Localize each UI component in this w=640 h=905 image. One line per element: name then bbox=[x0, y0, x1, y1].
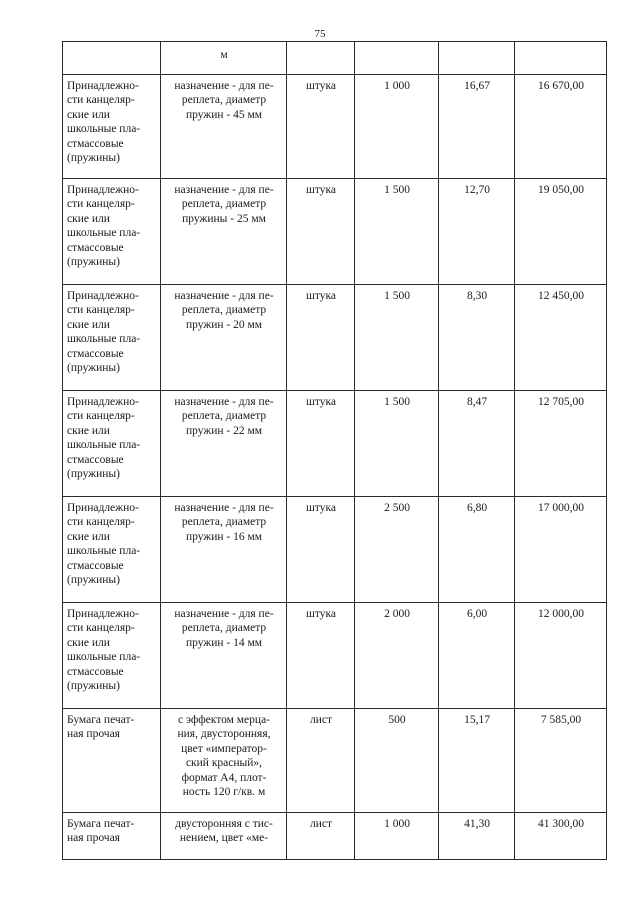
cell-price: 15,17 bbox=[439, 709, 515, 813]
cell-description bbox=[161, 179, 287, 285]
cell-sum: 12 705,00 bbox=[515, 391, 607, 497]
cell-unit: штука bbox=[287, 285, 355, 391]
cell-quantity: 1 500 bbox=[355, 285, 439, 391]
cell-quantity: 500 bbox=[355, 709, 439, 813]
cell-description-text: назначение - для пе- реплета, диаметр пружин - 16 мм bbox=[174, 502, 274, 543]
cell-unit: штука bbox=[287, 179, 355, 285]
cell-sum bbox=[515, 42, 607, 75]
cell-name bbox=[63, 603, 161, 709]
cell-description-text: с эффектом мерца- ния, двусторонняя, цвет «император- ский красный», формат А4, плот- ность 120 г/кв. м bbox=[177, 714, 271, 799]
cell-quantity: 1 000 bbox=[355, 75, 439, 179]
cell-quantity: 2 000 bbox=[355, 603, 439, 709]
cell-description bbox=[161, 497, 287, 603]
table-row bbox=[63, 391, 607, 497]
cell-unit: лист bbox=[287, 709, 355, 813]
cell-quantity bbox=[355, 42, 439, 75]
goods-table bbox=[62, 41, 607, 860]
cell-name bbox=[63, 75, 161, 179]
cell-unit: штука bbox=[287, 75, 355, 179]
cell-description bbox=[161, 75, 287, 179]
cell-sum: 12 000,00 bbox=[515, 603, 607, 709]
table-row bbox=[63, 497, 607, 603]
cell-name-text: Бумага печат- ная прочая bbox=[67, 714, 135, 741]
table-row bbox=[63, 285, 607, 391]
cell-sum: 12 450,00 bbox=[515, 285, 607, 391]
cell-name bbox=[63, 497, 161, 603]
cell-name bbox=[63, 42, 161, 75]
cell-unit bbox=[287, 42, 355, 75]
table-row bbox=[63, 603, 607, 709]
cell-description bbox=[161, 391, 287, 497]
cell-description-text: назначение - для пе- реплета, диаметр пружины - 25 мм bbox=[174, 184, 274, 225]
cell-sum: 41 300,00 bbox=[515, 813, 607, 860]
table-row bbox=[63, 709, 607, 813]
cell-description: м bbox=[161, 42, 287, 75]
cell-description-text: назначение - для пе- реплета, диаметр пружин - 14 мм bbox=[174, 608, 274, 649]
cell-name bbox=[63, 709, 161, 813]
cell-price: 8,30 bbox=[439, 285, 515, 391]
cell-name-text: Принадлежно- сти канцеляр- ские или школьные пла- стмассовые (пружины) bbox=[67, 80, 141, 165]
cell-name bbox=[63, 391, 161, 497]
cell-description bbox=[161, 603, 287, 709]
cell-unit: штука bbox=[287, 497, 355, 603]
cell-sum: 16 670,00 bbox=[515, 75, 607, 179]
cell-unit: лист bbox=[287, 813, 355, 860]
cell-unit: штука bbox=[287, 391, 355, 497]
cell-sum: 19 050,00 bbox=[515, 179, 607, 285]
cell-price: 41,30 bbox=[439, 813, 515, 860]
cell-description bbox=[161, 709, 287, 813]
cell-sum: 7 585,00 bbox=[515, 709, 607, 813]
cell-name-text: Принадлежно- сти канцеляр- ские или школьные пла- стмассовые (пружины) bbox=[67, 502, 141, 587]
cell-price: 6,00 bbox=[439, 603, 515, 709]
cell-name-text: Принадлежно- сти канцеляр- ские или школьные пла- стмассовые (пружины) bbox=[67, 184, 141, 269]
cell-price: 16,67 bbox=[439, 75, 515, 179]
cell-description bbox=[161, 813, 287, 860]
table-row bbox=[63, 813, 607, 860]
cell-name-text: Принадлежно- сти канцеляр- ские или школьные пла- стмассовые (пружины) bbox=[67, 396, 141, 481]
cell-name bbox=[63, 813, 161, 860]
cell-quantity: 2 500 bbox=[355, 497, 439, 603]
table-row bbox=[63, 75, 607, 179]
cell-description bbox=[161, 285, 287, 391]
cell-name bbox=[63, 285, 161, 391]
cell-name-text: Принадлежно- сти канцеляр- ские или школьные пла- стмассовые (пружины) bbox=[67, 608, 141, 693]
cell-description-text: двусторонняя с тис- нением, цвет «ме- bbox=[175, 818, 273, 845]
cell-name-text: Принадлежно- сти канцеляр- ские или школьные пла- стмассовые (пружины) bbox=[67, 290, 141, 375]
cell-description-text: назначение - для пе- реплета, диаметр пружин - 20 мм bbox=[174, 290, 274, 331]
cell-price: 12,70 bbox=[439, 179, 515, 285]
table-row bbox=[63, 179, 607, 285]
cell-quantity: 1 500 bbox=[355, 179, 439, 285]
cell-name-text: Бумага печат- ная прочая bbox=[67, 818, 135, 845]
cell-name bbox=[63, 179, 161, 285]
cell-price: 8,47 bbox=[439, 391, 515, 497]
cell-sum: 17 000,00 bbox=[515, 497, 607, 603]
cell-price bbox=[439, 42, 515, 75]
cell-quantity: 1 000 bbox=[355, 813, 439, 860]
table-row-continuation bbox=[63, 42, 607, 75]
cell-description-text: назначение - для пе- реплета, диаметр пружин - 45 мм bbox=[174, 80, 274, 121]
cell-price: 6,80 bbox=[439, 497, 515, 603]
cell-description-text: назначение - для пе- реплета, диаметр пружин - 22 мм bbox=[174, 396, 274, 437]
cell-unit: штука bbox=[287, 603, 355, 709]
page-number: 75 bbox=[314, 28, 326, 40]
cell-quantity: 1 500 bbox=[355, 391, 439, 497]
